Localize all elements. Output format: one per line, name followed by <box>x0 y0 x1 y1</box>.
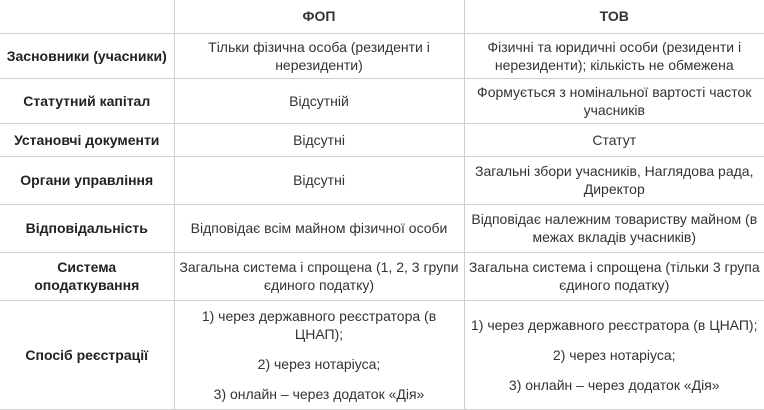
header-row <box>0 0 764 33</box>
row-label-liability: Відповідальність <box>0 204 174 252</box>
row-label-management: Органи управління <box>0 156 174 204</box>
cell-tov-taxation: Загальна система і спрощена (тільки 3 група єдиного податку) <box>464 252 764 300</box>
table-row <box>0 78 764 123</box>
header-corner-cell <box>0 0 174 33</box>
cell-fop-liability: Відповідає всім майном фізичної особи <box>174 204 464 252</box>
cell-fop-taxation: Загальна система і спрощена (1, 2, 3 групи єдиного податку) <box>174 252 464 300</box>
table-row <box>0 204 764 252</box>
row-label-documents: Установчі документи <box>0 123 174 156</box>
registration-option: 2) через нотаріуса; <box>257 355 381 372</box>
registration-option: 3) онлайн – через додаток «Дія» <box>213 385 425 402</box>
registration-option: 3) онлайн – через додаток «Дія» <box>508 376 720 393</box>
table-row <box>0 156 764 204</box>
cell-fop-documents: Відсутні <box>174 123 464 156</box>
row-label-capital: Статутний капітал <box>0 78 174 123</box>
cell-fop-registration <box>174 300 464 409</box>
header-tov: ТОВ <box>464 0 764 33</box>
registration-option: 1) через державного реєстратора (в ЦНАП); <box>471 316 758 333</box>
header-fop: ФОП <box>174 0 464 33</box>
cell-tov-capital: Формується з номінальної вартості часток учасників <box>464 78 764 123</box>
row-label-founders: Засновники (учасники) <box>0 33 174 78</box>
cell-tov-founders: Фізичні та юридичні особи (резиденти і нерезиденти); кількість не обмежена <box>464 33 764 78</box>
row-label-taxation: Система оподаткування <box>0 252 174 300</box>
cell-fop-management: Відсутні <box>174 156 464 204</box>
cell-fop-capital: Відсутній <box>174 78 464 123</box>
table-row <box>0 123 764 156</box>
row-label-registration: Спосіб реєстрації <box>0 300 174 409</box>
table-row <box>0 252 764 300</box>
cell-tov-liability: Відповідає належним товариству майном (в межах вкладів учасників) <box>464 204 764 252</box>
table-row <box>0 300 764 409</box>
cell-tov-documents: Статут <box>464 123 764 156</box>
cell-tov-management: Загальні збори учасників, Наглядова рада, Директор <box>464 156 764 204</box>
cell-tov-registration <box>464 300 764 409</box>
table-row <box>0 33 764 78</box>
registration-option: 2) через нотаріуса; <box>552 346 676 363</box>
registration-option: 1) через державного реєстратора (в ЦНАП); <box>201 307 437 342</box>
cell-fop-founders: Тільки фізична особа (резиденти і нерезиденти) <box>174 33 464 78</box>
